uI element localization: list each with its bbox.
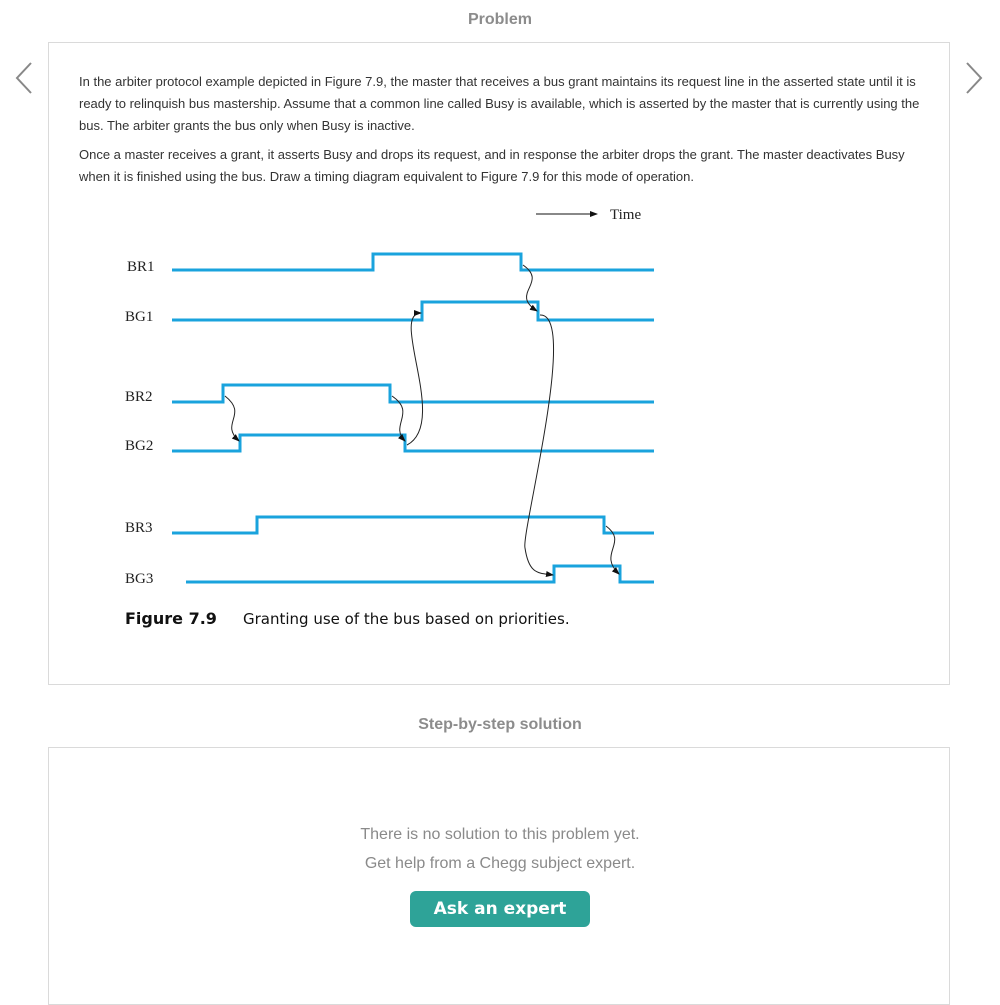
figure-caption-text: Granting use of the bus based on priorities.	[243, 610, 570, 628]
causal-arrow-br2-bg2	[225, 396, 239, 441]
waveform-bg3	[186, 566, 654, 582]
signal-label-bg1: BG1	[125, 309, 154, 325]
signal-label-br3: BR3	[125, 520, 153, 536]
signal-label-br1: BR1	[127, 259, 155, 275]
timing-diagram-figure	[49, 43, 949, 643]
ask-expert-button[interactable]: Ask an expert	[410, 891, 590, 927]
waveform-bg2	[172, 435, 654, 451]
problem-card	[48, 42, 950, 685]
solution-card	[48, 747, 950, 1005]
no-solution-message: There is no solution to this problem yet.	[360, 826, 640, 843]
expert-help-message: Get help from a Chegg subject expert.	[364, 855, 636, 872]
problem-paragraph-2: Once a master receives a grant, it asserts Busy and drops its request, and in response the arbiter drops the grant. The master deactivates Busy when it is finished using the bus. Draw a timing diagram equivalent to Figure 7.9 for this mode of operation.	[79, 147, 905, 184]
causal-arrow-br1-bg1	[523, 265, 537, 311]
waveform-br3	[172, 517, 654, 533]
chevron-left-icon[interactable]	[12, 60, 36, 96]
causal-arrow-bg2-bg1	[407, 313, 423, 445]
time-label: Time	[610, 207, 642, 223]
figure-caption-number: Figure 7.9	[125, 609, 217, 628]
causal-arrow-bg1-bg3	[525, 315, 554, 575]
solution-section-title: Step-by-step solution	[418, 716, 582, 733]
signal-label-br2: BR2	[125, 389, 153, 405]
problem-section-title: Problem	[467, 11, 532, 28]
problem-paragraph-1: In the arbiter protocol example depicted in Figure 7.9, the master that receives a bus grant maintains its request line in the asserted state until it is ready to relinquish bus mastership. Assume that a common line called Busy is available, which is asserted by the master that is currently using the bus. The arbiter grants the bus only when Busy is inactive.	[79, 74, 920, 133]
waveform-br1	[172, 254, 654, 270]
signal-label-bg2: BG2	[125, 438, 154, 454]
chevron-right-icon[interactable]	[962, 60, 986, 96]
signal-label-bg3: BG3	[125, 571, 154, 587]
waveform-br2	[172, 385, 654, 402]
